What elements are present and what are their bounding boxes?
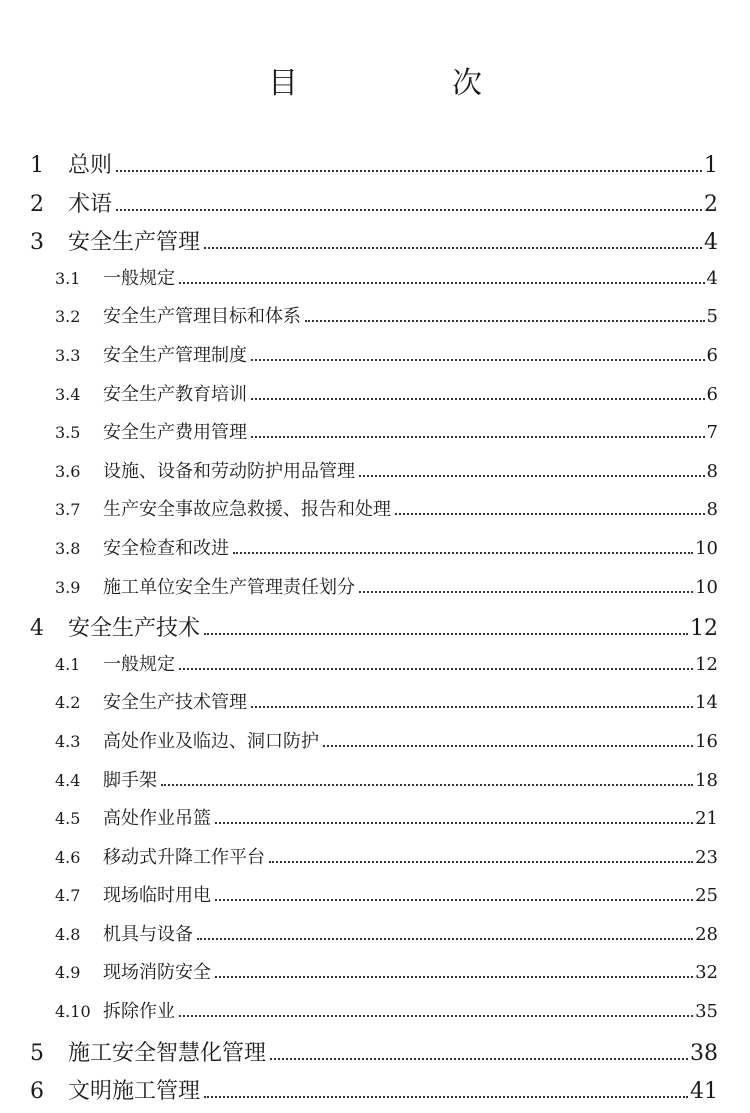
toc-dot-leader [215, 822, 693, 824]
toc-dot-leader [116, 209, 702, 211]
toc-entry-number: 3.2 [55, 307, 81, 327]
toc-entry-number: 4.9 [55, 963, 81, 983]
toc-entry-page-number: 25 [695, 885, 718, 907]
table-of-contents [0, 148, 750, 1113]
toc-dot-leader [233, 552, 693, 554]
toc-entry-page-number: 7 [706, 422, 718, 444]
toc-entry-title: 高处作业吊篮 [103, 808, 211, 830]
toc-section-entry[interactable] [0, 341, 750, 380]
toc-entry-page-number: 28 [695, 923, 718, 945]
toc-entry-number: 4.8 [55, 924, 81, 944]
toc-dot-leader [204, 247, 702, 249]
toc-entry-title: 施工单位安全生产管理责任划分 [103, 576, 355, 598]
toc-entry-number: 4.6 [55, 847, 81, 867]
toc-section-entry[interactable] [0, 650, 750, 689]
toc-entry-page-number: 4 [704, 230, 718, 256]
toc-entry-title: 一般规定 [103, 653, 175, 675]
toc-entry-page-number: 5 [706, 306, 718, 328]
toc-section-entry[interactable] [0, 418, 750, 457]
toc-entry-title: 移动式升降工作平台 [103, 846, 265, 868]
toc-section-entry[interactable] [0, 688, 750, 727]
toc-dot-leader [215, 976, 693, 978]
toc-dot-leader [197, 938, 693, 940]
toc-section-entry[interactable] [0, 997, 750, 1036]
toc-entry-number: 1 [30, 153, 44, 178]
toc-dot-leader [251, 436, 705, 438]
toc-dot-leader [179, 282, 705, 284]
toc-entry-number: 3.5 [55, 423, 81, 443]
toc-entry-page-number: 12 [690, 616, 718, 642]
toc-entry-title: 拆除作业 [103, 1001, 175, 1023]
toc-section-entry[interactable] [0, 766, 750, 805]
toc-entry-title: 安全生产管理制度 [103, 344, 247, 366]
toc-entry-number: 3.6 [55, 461, 81, 481]
toc-entry-number: 6 [30, 1079, 44, 1105]
toc-dot-leader [204, 633, 688, 635]
toc-dot-leader [251, 706, 693, 708]
toc-dot-leader [323, 745, 693, 747]
toc-entry-page-number: 6 [706, 344, 718, 366]
toc-section-entry[interactable] [0, 302, 750, 341]
toc-entry-number: 4.10 [55, 1002, 91, 1022]
toc-section-entry[interactable] [0, 958, 750, 997]
toc-entry-title: 安全生产费用管理 [103, 422, 247, 444]
toc-entry-number: 3.8 [55, 538, 81, 558]
toc-entry-title: 文明施工管理 [68, 1079, 201, 1105]
toc-dot-leader [116, 170, 702, 172]
toc-entry-title: 现场临时用电 [103, 885, 211, 907]
toc-entry-page-number: 6 [706, 383, 718, 405]
toc-entry-title: 脚手架 [103, 769, 157, 791]
toc-entry-title: 总则 [68, 153, 113, 178]
toc-section-entry[interactable] [0, 920, 750, 959]
toc-chapter-entry[interactable] [0, 1036, 750, 1075]
toc-entry-page-number: 23 [695, 846, 718, 868]
toc-dot-leader [251, 398, 705, 400]
toc-entry-page-number: 16 [695, 730, 718, 752]
toc-entry-title: 安全生产教育培训 [103, 383, 247, 405]
toc-entry-page-number: 18 [695, 769, 718, 791]
toc-entry-number: 4.4 [55, 770, 81, 790]
toc-entry-number: 4 [30, 616, 44, 642]
toc-entry-title: 设施、设备和劳动防护用品管理 [103, 460, 355, 482]
toc-entry-number: 4.2 [55, 693, 81, 713]
toc-section-entry[interactable] [0, 534, 750, 573]
toc-entry-number: 5 [30, 1040, 44, 1066]
toc-entry-page-number: 21 [695, 808, 718, 830]
toc-entry-title: 高处作业及临边、洞口防护 [103, 730, 319, 752]
toc-entry-title: 现场消防安全 [103, 962, 211, 984]
toc-entry-page-number: 8 [706, 460, 718, 482]
toc-dot-leader [204, 1096, 688, 1098]
toc-entry-number: 3.3 [55, 345, 81, 365]
toc-dot-leader [251, 359, 705, 361]
toc-dot-leader [161, 784, 693, 786]
toc-dot-leader [215, 899, 693, 901]
toc-section-entry[interactable] [0, 380, 750, 419]
toc-entry-number: 3.7 [55, 500, 81, 520]
toc-entry-number: 4.7 [55, 886, 81, 906]
toc-entry-page-number: 38 [690, 1040, 718, 1066]
toc-section-entry[interactable] [0, 843, 750, 882]
toc-dot-leader [359, 475, 705, 477]
toc-entry-number: 2 [30, 191, 44, 217]
toc-entry-title: 一般规定 [103, 267, 175, 289]
toc-dot-leader [305, 320, 705, 322]
toc-entry-title: 术语 [68, 191, 113, 217]
page-title: 目 次 [268, 66, 544, 101]
toc-chapter-entry[interactable] [0, 611, 750, 650]
toc-entry-page-number: 2 [704, 191, 718, 217]
toc-entry-page-number: 4 [706, 267, 718, 289]
toc-dot-leader [395, 513, 705, 515]
toc-entry-page-number: 35 [695, 1001, 718, 1023]
toc-section-entry[interactable] [0, 727, 750, 766]
toc-entry-title: 施工安全智慧化管理 [68, 1040, 267, 1066]
toc-entry-title: 安全生产技术 [68, 616, 201, 642]
toc-entry-title: 生产安全事故应急救援、报告和处理 [103, 499, 391, 521]
toc-entry-number: 4.3 [55, 731, 81, 751]
toc-dot-leader [179, 1015, 693, 1017]
toc-entry-number: 3.1 [55, 268, 81, 288]
toc-dot-leader [179, 668, 693, 670]
toc-entry-title: 安全生产管理 [68, 230, 201, 256]
toc-entry-title: 安全生产技术管理 [103, 692, 247, 714]
toc-entry-page-number: 8 [706, 499, 718, 521]
toc-entry-page-number: 10 [695, 576, 718, 598]
toc-entry-number: 3.9 [55, 577, 81, 597]
toc-section-entry[interactable] [0, 881, 750, 920]
toc-chapter-entry[interactable] [0, 148, 750, 187]
toc-entry-number: 4.1 [55, 654, 81, 674]
toc-entry-page-number: 14 [695, 692, 718, 714]
toc-entry-page-number: 12 [695, 653, 718, 675]
toc-entry-number: 4.5 [55, 809, 81, 829]
toc-chapter-entry[interactable] [0, 1074, 750, 1113]
toc-entry-number: 3 [30, 230, 44, 256]
toc-section-entry[interactable] [0, 264, 750, 303]
toc-dot-leader [269, 861, 693, 863]
toc-entry-title: 机具与设备 [103, 923, 193, 945]
toc-entry-page-number: 1 [704, 153, 718, 178]
toc-dot-leader [359, 591, 693, 593]
toc-entry-page-number: 10 [695, 537, 718, 559]
toc-entry-page-number: 32 [695, 962, 718, 984]
toc-chapter-entry[interactable] [0, 187, 750, 226]
toc-chapter-entry[interactable] [0, 225, 750, 264]
toc-entry-page-number: 41 [690, 1079, 718, 1105]
toc-section-entry[interactable] [0, 804, 750, 843]
toc-section-entry[interactable] [0, 457, 750, 496]
toc-entry-title: 安全生产管理目标和体系 [103, 306, 301, 328]
toc-dot-leader [270, 1058, 688, 1060]
toc-entry-title: 安全检查和改进 [103, 537, 229, 559]
toc-section-entry[interactable] [0, 495, 750, 534]
toc-section-entry[interactable] [0, 573, 750, 612]
toc-entry-number: 3.4 [55, 384, 81, 404]
